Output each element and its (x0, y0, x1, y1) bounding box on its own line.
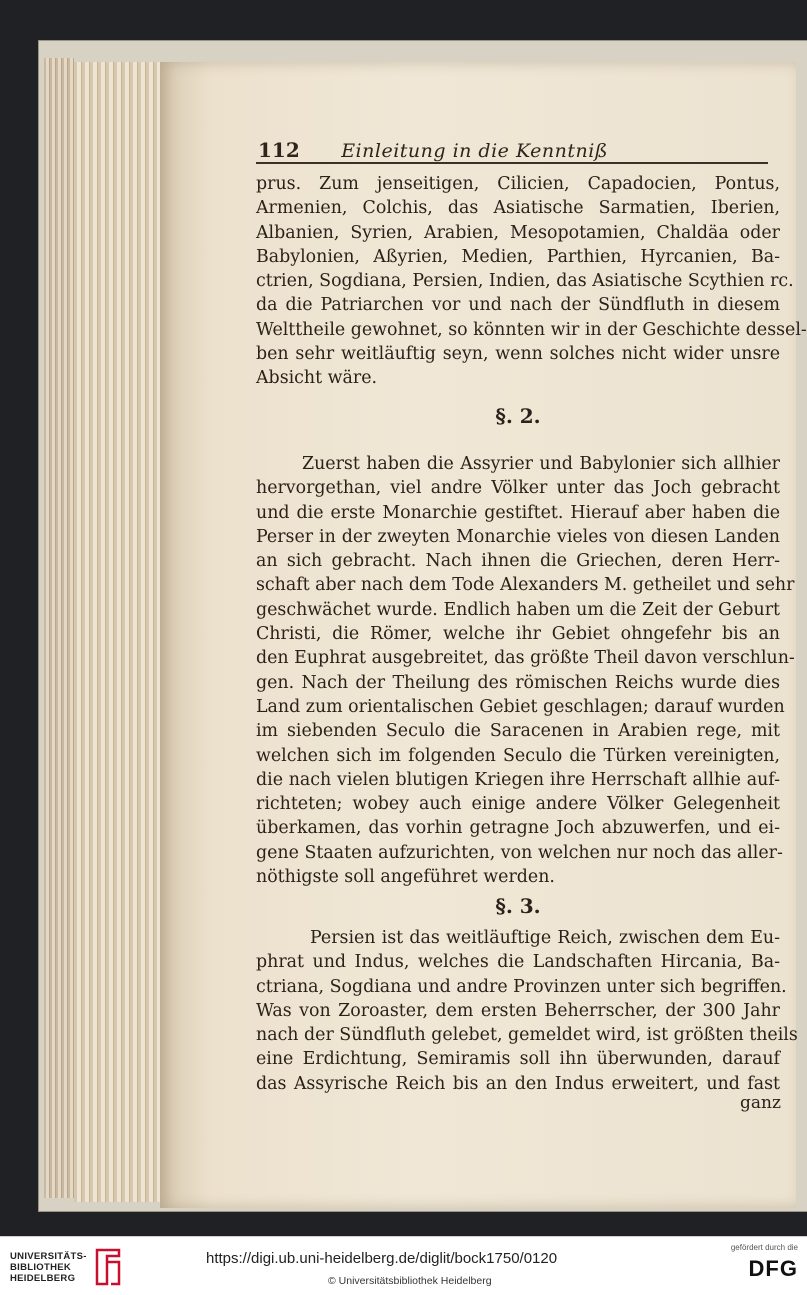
text-line: die nach vielen blutigen Kriegen ihre Herrschaft allhie auf- (256, 769, 780, 790)
library-name-line: UNIVERSITÄTS- (10, 1250, 87, 1262)
text-line: Absicht wäre. (256, 368, 378, 389)
section-mark-3: §. 3. (495, 894, 541, 918)
funder-label: gefördert durch die (730, 1243, 798, 1252)
catchword: ganz (740, 1093, 781, 1113)
text-line: Armenien, Colchis, das Asiatische Sarmatien, Iberien, (256, 198, 780, 219)
text-line: Babylonien, Aßyrien, Medien, Parthien, Hyrcanien, Ba- (256, 246, 780, 267)
text-line: gen. Nach der Theilung des römischen Reichs wurde dies (256, 672, 780, 693)
library-name-line: HEIDELBERG (10, 1272, 76, 1284)
text-line: Christi, die Römer, welche ihr Gebiet ohngefehr bis an (256, 624, 780, 645)
text-line: da die Patriarchen vor und nach der Sündfluth in diesem (256, 295, 780, 316)
text-line: Perser in der zweyten Monarchie vieles von diesen Landen (256, 526, 780, 547)
dfg-logo: DFG (748, 1256, 798, 1281)
text-line: ctriana, Sogdiana und andre Provinzen unter sich begriffen. (256, 976, 787, 997)
text-line: eine Erdichtung, Semiramis soll ihn überwunden, darauf (256, 1049, 780, 1070)
viewer-footer (0, 1236, 807, 1295)
paragraph-2 (256, 452, 795, 889)
text-line: überkamen, das vorhin getragne Joch abzuwerfen, und ei- (256, 818, 780, 839)
text-line: und die erste Monarchie gestiftet. Hierauf aber haben die (256, 502, 780, 523)
text-line: geschwächet wurde. Endlich haben um die Zeit der Geburt (256, 599, 780, 620)
text-line: gene Staaten aufzurichten, von welchen nur noch das aller- (256, 842, 783, 863)
text-line: Albanien, Syrien, Arabien, Mesopotamien, Chaldäa oder (256, 222, 780, 243)
text-line: schaft aber nach dem Tode Alexanders M. getheilet und sehr (256, 575, 795, 596)
library-logo[interactable] (10, 1246, 123, 1288)
section-mark-2: §. 2. (495, 404, 541, 428)
text-line: Persien ist das weitläuftige Reich, zwischen dem Eu- (310, 928, 780, 948)
foxed-page-edge (44, 58, 74, 1198)
permalink-url[interactable]: https://digi.ub.uni-heidelberg.de/diglit/bock1750/0120 (206, 1250, 558, 1267)
text-line: hervorgethan, viel andre Völker unter das Joch gebracht (256, 478, 780, 499)
copyright-notice: © Universitätsbibliothek Heidelberg (328, 1275, 492, 1287)
page-number: 112 (258, 138, 300, 162)
library-name-line: BIBLIOTHEK (10, 1261, 72, 1273)
text-line: im siebenden Seculo die Saracenen in Arabien rege, mit (256, 721, 780, 742)
paragraph-1 (256, 172, 807, 391)
text-line: richteten; wobey auch einige andere Völker Gelegenheit (256, 794, 780, 815)
text-line: ctrien, Sogdiana, Persien, Indien, das Asiatische Scythien rc. (256, 271, 794, 292)
funder-credit[interactable] (718, 1243, 798, 1282)
text-line: nach der Sündfluth gelebet, gemeldet wird, ist größten theils (256, 1025, 798, 1046)
running-head (256, 132, 768, 164)
library-name (10, 1251, 87, 1284)
text-line: welchen sich im folgenden Seculo die Türken vereinigten, (256, 745, 780, 766)
text-line: Land zum orientalischen Gebiet geschlagen; darauf wurden (256, 696, 785, 717)
page-stack (74, 62, 164, 1202)
text-line: prus. Zum jenseitigen, Cilicien, Capadocien, Pontus, (256, 174, 780, 194)
text-line: an sich gebracht. Nach ihnen die Griechen, deren Herr- (256, 551, 780, 572)
paragraph-3 (256, 926, 798, 1096)
text-line: ben sehr weitläuftig seyn, wenn solches nicht wider unsre (256, 344, 780, 365)
text-line: phrat und Indus, welches die Landschaften Hircania, Ba- (256, 952, 780, 973)
running-title: Einleitung in die Kenntniß (341, 140, 608, 162)
text-line: Was von Zoroaster, dem ersten Beherrscher, der 300 Jahr (256, 1000, 780, 1021)
text-line: nöthigste soll angeführet werden. (256, 867, 555, 888)
text-line: das Assyrische Reich bis an den Indus erweitert, und fast (256, 1073, 780, 1094)
library-emblem-icon (93, 1246, 123, 1288)
text-line: den Euphrat ausgebreitet, das größte Theil davon verschlun- (256, 648, 795, 669)
text-line: Welttheile gewohnet, so könnten wir in der Geschichte dessel- (256, 319, 807, 340)
text-line: Zuerst haben die Assyrier und Babylonier sich allhier (302, 454, 780, 474)
